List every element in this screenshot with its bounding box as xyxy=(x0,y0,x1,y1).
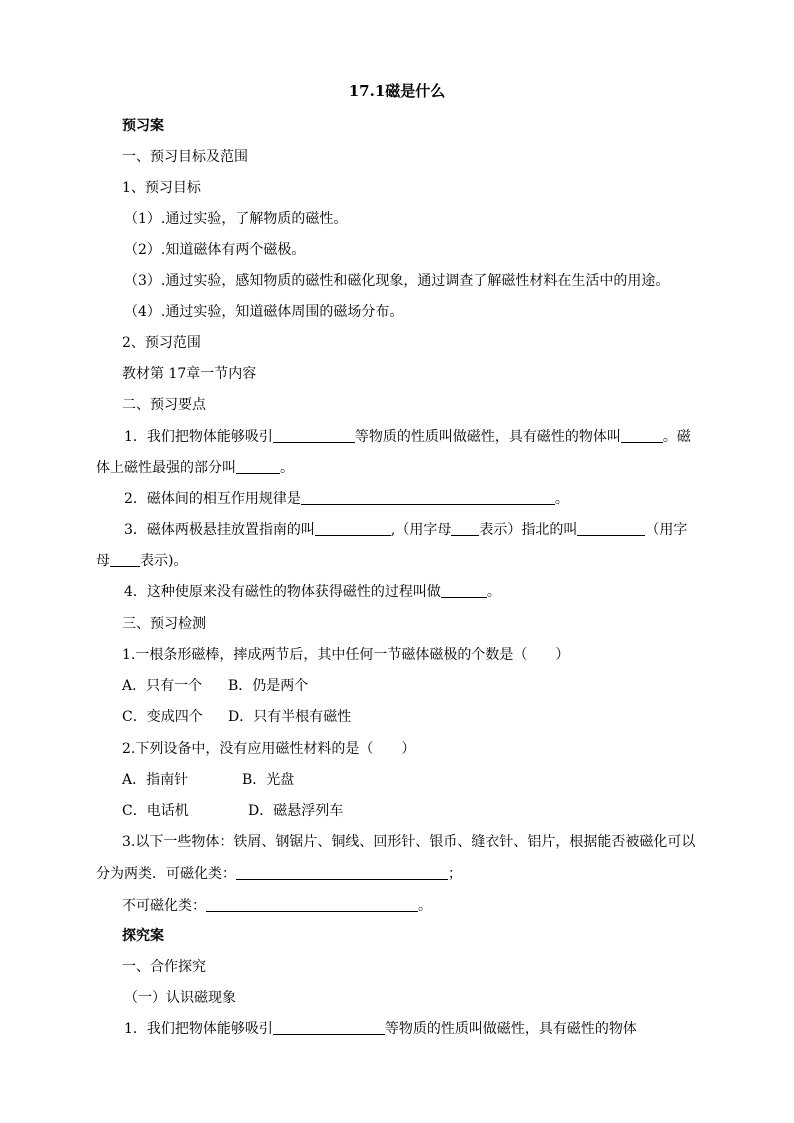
point-1-line-1 xyxy=(124,427,691,447)
point-1-line-2 xyxy=(96,458,294,478)
range-heading: 2、预习范围 xyxy=(122,335,201,351)
page-title: 17.1磁是什么 xyxy=(348,82,446,100)
question-3-line-1: 3.以下一些物体：铁屑、钢锯片、铜线、回形针、银币、缝衣针、铝片，根据能否被磁化可以 xyxy=(122,834,696,850)
question-2-option-b[interactable]: B．光盘 xyxy=(242,772,295,788)
fill-blank[interactable] xyxy=(206,897,418,912)
goals-subheading: 1、预习目标 xyxy=(122,180,201,196)
point-3-text-c: 表示）指北的叫 xyxy=(479,522,578,538)
explore-subheading: （一）认识磁现象 xyxy=(124,990,236,1006)
fill-blank[interactable] xyxy=(315,521,391,536)
question-2-stem: 2.下列设备中，没有应用磁性材料的是（ ） xyxy=(122,741,416,757)
cooperation-heading: 一、合作探究 xyxy=(122,959,206,975)
question-2-option-a[interactable]: A．指南针 xyxy=(122,772,189,788)
goals-heading: 一、预习目标及范围 xyxy=(122,149,248,165)
question-3-text-a: 分为两类．可磁化类： xyxy=(96,866,236,882)
point-3-text-a: 3．磁体两极悬挂放置指南的叫 xyxy=(124,522,315,538)
point-4-line xyxy=(124,582,501,602)
point-1-text-a: 1．我们把物体能够吸引 xyxy=(124,429,273,445)
fill-blank[interactable] xyxy=(577,521,645,536)
point-4-text-a: 4．这种使原来没有磁性的物体获得磁性的过程叫做 xyxy=(124,584,441,600)
point-3-text-d: （用字 xyxy=(645,522,688,538)
point-1-text-b: 等物质的性质叫做磁性，具有磁性的物体叫 xyxy=(354,429,621,445)
point-3-text-f: 表示)。 xyxy=(140,553,188,569)
question-1-stem: 1.一根条形磁棒，摔成两节后，其中任何一节磁体磁极的个数是（ ） xyxy=(122,647,570,663)
goal-item-1: （1）.通过实验，了解物质的磁性。 xyxy=(124,211,348,227)
question-3-line-3 xyxy=(122,896,432,916)
fill-blank[interactable] xyxy=(451,521,479,536)
goal-item-2: （2）.知道磁体有两个磁极。 xyxy=(124,242,306,258)
explore-point-1-line xyxy=(124,1019,637,1039)
point-2-text-b: 。 xyxy=(554,491,569,507)
point-3-line-1 xyxy=(124,520,687,540)
point-2-line xyxy=(124,489,569,509)
question-2-option-c[interactable]: C．电话机 xyxy=(122,803,189,819)
fill-blank[interactable] xyxy=(621,428,663,443)
question-1-option-c[interactable]: C．变成四个 xyxy=(122,709,203,725)
check-heading: 三、预习检测 xyxy=(122,616,206,632)
fill-blank[interactable] xyxy=(236,865,448,880)
fill-blank[interactable] xyxy=(273,1020,385,1035)
point-4-text-b: 。 xyxy=(486,584,501,600)
question-3-line-2 xyxy=(96,864,462,884)
point-3-text-e: 母 xyxy=(96,553,110,569)
point-1-text-d: 体上磁性最强的部分叫 xyxy=(96,460,236,476)
preview-heading: 预习案 xyxy=(122,118,164,134)
question-1-option-d[interactable]: D．只有半根有磁性 xyxy=(228,709,352,725)
fill-blank[interactable] xyxy=(301,490,555,505)
fill-blank[interactable] xyxy=(236,459,280,474)
question-3-text-d: 。 xyxy=(418,898,432,914)
fill-blank[interactable] xyxy=(441,583,487,598)
points-heading: 二、预习要点 xyxy=(122,397,206,413)
explore-heading: 探究案 xyxy=(122,928,164,944)
explore-point-1-text-b: 等物质的性质叫做磁性，具有磁性的物体 xyxy=(384,1021,637,1037)
fill-blank[interactable] xyxy=(273,428,355,443)
point-3-text-b: ,（用字母 xyxy=(390,522,452,538)
point-1-text-c: 。磁 xyxy=(662,429,691,445)
point-2-text-a: 2．磁体间的相互作用规律是 xyxy=(124,491,301,507)
fill-blank[interactable] xyxy=(110,552,140,567)
question-3-text-c: 不可磁化类： xyxy=(122,898,206,914)
question-1-option-a[interactable]: A．只有一个 xyxy=(122,678,203,694)
question-2-option-d[interactable]: D．磁悬浮列车 xyxy=(248,803,344,819)
explore-point-1-text-a: 1．我们把物体能够吸引 xyxy=(124,1021,273,1037)
range-text: 教材第 17章一节内容 xyxy=(122,366,257,382)
goal-item-3: （3）.通过实验，感知物质的磁性和磁化现象，通过调查了解磁性材料在生活中的用途。 xyxy=(124,273,670,289)
goal-item-4: （4）.通过实验，知道磁体周围的磁场分布。 xyxy=(124,304,404,320)
point-3-line-2 xyxy=(96,551,187,571)
question-3-text-b: ； xyxy=(448,866,462,882)
question-1-option-b[interactable]: B．仍是两个 xyxy=(228,678,309,694)
point-1-text-e: 。 xyxy=(280,460,294,476)
